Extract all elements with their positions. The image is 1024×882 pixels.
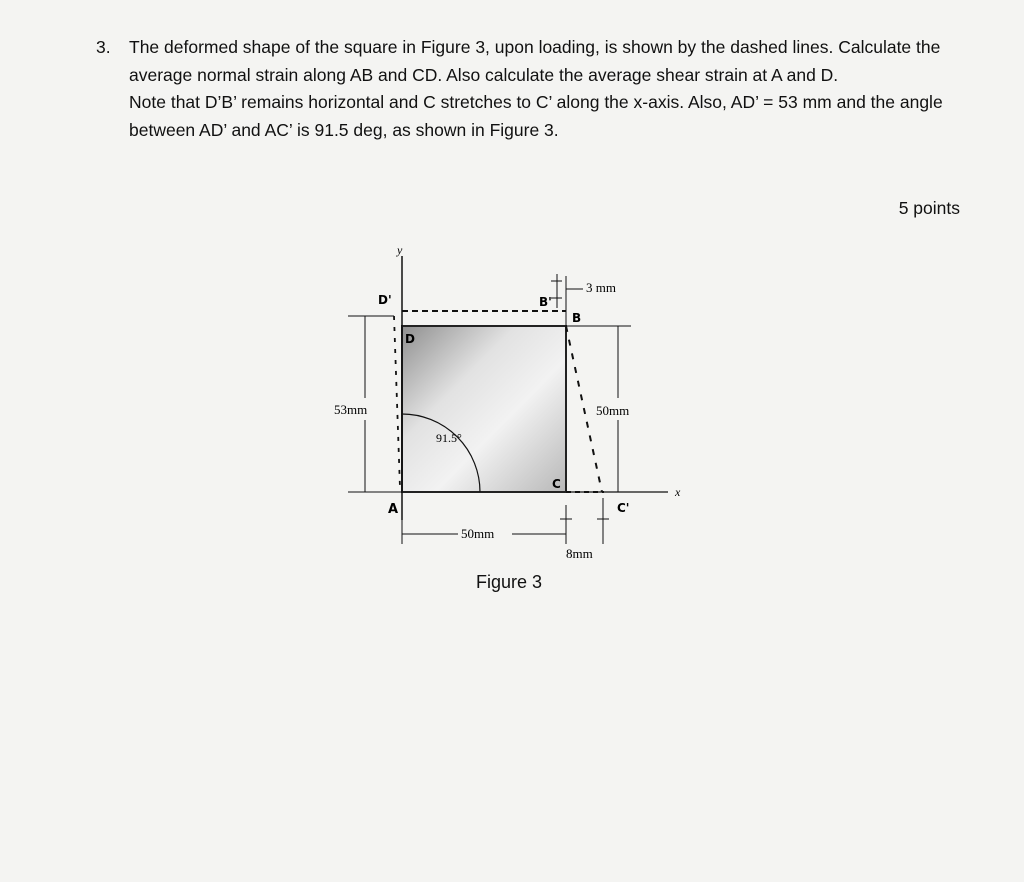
dim-8mm-label: 8mm <box>566 546 593 561</box>
y-axis-label: y <box>397 243 403 257</box>
label-c-prime: C' <box>617 501 630 515</box>
x-axis-label: x <box>675 485 681 499</box>
dim-3mm-label: 3 mm <box>586 280 616 295</box>
dim-left-label: 53mm <box>334 402 368 417</box>
label-d-prime: D' <box>378 293 392 307</box>
deformed-left-dashed <box>394 316 400 488</box>
label-a: A <box>388 502 399 517</box>
dim-bottom-label: 50mm <box>461 526 495 541</box>
angle-label: 91.5° <box>436 431 462 445</box>
figure-caption: Figure 3 <box>476 572 543 592</box>
problem-paragraph-2: Note that D’B’ remains horizontal and C stretches to C’ along the x-axis. Also, AD’ = 53 mm and the angle between AD’ and AC’ is 91.5 deg, as shown in Figure 3. <box>129 92 943 140</box>
label-c: C <box>552 477 561 491</box>
original-square <box>402 326 566 492</box>
problem-number: 3. <box>96 37 111 57</box>
points-label: 5 points <box>898 198 960 218</box>
label-b: B <box>572 311 582 325</box>
label-b-prime: B' <box>539 295 552 309</box>
problem-paragraph-1: The deformed shape of the square in Figure 3, upon loading, is shown by the dashed lines. Calculate the average normal strain along AB and CD. Also calculate the average shear strain at A and D. <box>129 37 941 85</box>
dim-right-label: 50mm <box>596 403 630 418</box>
label-d: D <box>405 332 415 346</box>
